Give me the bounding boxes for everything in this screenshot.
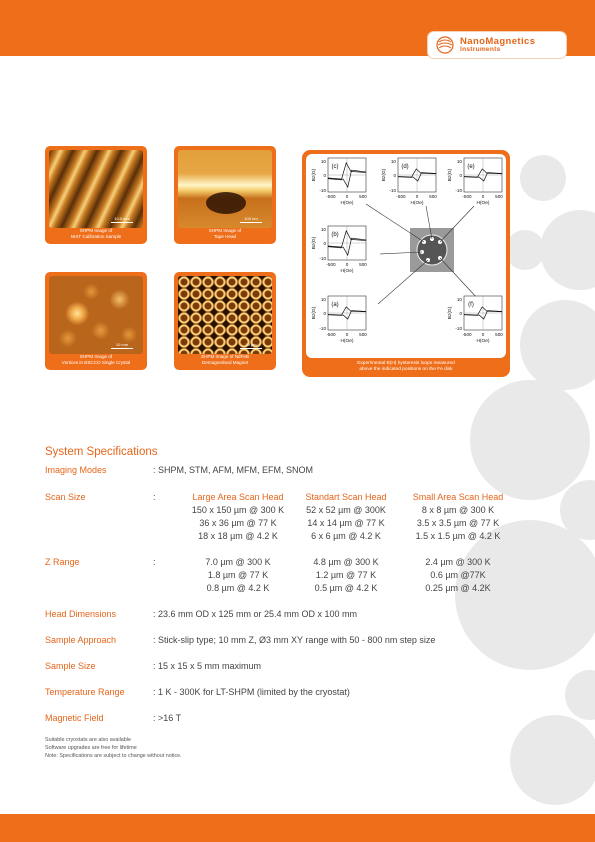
y-tick-label: -10: [389, 188, 396, 193]
colon: :: [153, 492, 156, 502]
imaging-modes-label: Imaging Modes: [45, 465, 107, 475]
x-tick-label: -500: [462, 194, 472, 199]
scan-col-large: Large Area Scan Head 150 x 150 µm @ 300 K 36 x 36 µm @ 77 K 18 x 18 µm @ 4.2 K: [191, 492, 285, 541]
hysteresis-plot: [311, 158, 367, 206]
hysteresis-plot: [447, 158, 503, 206]
x-tick-label: 0: [415, 194, 419, 199]
footnote: Note: Specifications are subject to change without notice.: [45, 753, 182, 759]
y-axis-label: Bz(G): [382, 168, 387, 182]
scan-col-standard: Standart Scan Head 52 x 52 µm @ 300K 14 x 14 µm @ 77 K 6 x 6 µm @ 4.2 K: [305, 492, 387, 541]
sample-approach-value: : Stick-slip type; 10 mm Z, Ø3 mm XY range with 50 - 800 nm step size: [153, 635, 436, 645]
y-tick-label: 10: [320, 159, 326, 164]
y-tick-label: 0: [393, 173, 396, 178]
sample-approach-label: Sample Approach: [45, 635, 117, 645]
vortices-image: [49, 276, 143, 354]
nist-calibration-image: [49, 150, 143, 228]
z-col-large: 7.0 µm @ 300 K 1.8 µm @ 77 K 0.8 µm @ 4.2 K: [205, 557, 271, 593]
plot-label: (d): [401, 164, 409, 170]
x-tick-label: -500: [326, 332, 336, 337]
hysteresis-figure: [306, 154, 506, 358]
y-tick-label: -10: [319, 256, 326, 261]
x-tick-label: 500: [359, 332, 367, 337]
x-tick-label: -500: [326, 262, 336, 267]
x-tick-label: 500: [429, 194, 437, 199]
sample-size-value: : 15 x 15 x 5 mm maximum: [153, 661, 262, 671]
y-tick-label: 10: [320, 297, 326, 302]
x-tick-label: 500: [495, 332, 503, 337]
y-tick-label: 10: [390, 159, 396, 164]
plot-label: (b): [331, 232, 339, 238]
head-dimensions-value: : 23.6 mm OD x 125 mm or 25.4 mm OD x 100 mm: [153, 609, 358, 619]
image-tile-nist: [45, 146, 147, 244]
y-tick-label: -10: [319, 326, 326, 331]
y-axis-label: Bz(G): [312, 168, 317, 182]
footnote: Software upgrades are free for lifetime: [45, 745, 137, 751]
scale-bar: 10 µm: [240, 342, 262, 349]
image-tile-vortices: [45, 272, 147, 370]
temperature-range-value: : 1 K - 300K for LT-SHPM (limited by the cryostat): [153, 687, 350, 697]
y-axis-label: Bz(G): [312, 236, 317, 250]
colon: :: [153, 557, 156, 567]
x-axis-label: H(Oe): [340, 201, 354, 206]
scale-bar: 100 nm: [240, 216, 262, 223]
x-axis-label: H(Oe): [476, 339, 490, 344]
y-tick-label: 10: [456, 297, 462, 302]
y-tick-label: -10: [455, 326, 462, 331]
image-tile-tape-head: [174, 146, 276, 244]
x-tick-label: 500: [359, 194, 367, 199]
y-tick-label: 0: [459, 173, 462, 178]
x-tick-label: 500: [495, 194, 503, 199]
imaging-modes-value: : SHPM, STM, AFM, MFM, EFM, SNOM: [153, 465, 313, 475]
magnetic-field-label: Magnetic Field: [45, 713, 104, 723]
y-axis-label: Bz(G): [448, 306, 453, 320]
x-tick-label: 0: [345, 262, 349, 267]
z-col-standard: 4.8 µm @ 300 K 1.2 µm @ 77 K 0.5 µm @ 4.2 K: [313, 557, 379, 593]
x-tick-label: 0: [481, 194, 485, 199]
y-tick-label: 10: [456, 159, 462, 164]
z-col-small: 2.4 µm @ 300 K 0.6 µm @77K 0.25 µm @ 4.2K: [425, 557, 491, 593]
hysteresis-svg: [306, 154, 506, 358]
tape-head-image: [178, 150, 272, 228]
x-axis-label: H(Oe): [340, 269, 354, 274]
image-caption: SHPM Image of NdFeB Demagnetised Magnet: [201, 354, 249, 365]
x-tick-label: 500: [359, 262, 367, 267]
sample-size-label: Sample Size: [45, 661, 96, 671]
bottom-band: [0, 814, 595, 842]
scale-bar: 10.0 mm: [111, 216, 133, 223]
head-dimensions-label: Head Dimensions: [45, 609, 117, 619]
z-range-label: Z Range: [45, 557, 80, 567]
hysteresis-plot: [311, 226, 367, 274]
section-title: System Specifications: [45, 446, 158, 458]
brand-name: NanoMagnetics: [460, 36, 536, 47]
x-axis-label: H(Oe): [340, 339, 354, 344]
y-tick-label: -10: [319, 188, 326, 193]
x-tick-label: 0: [481, 332, 485, 337]
magnetic-field-value: : >16 T: [153, 713, 182, 723]
ndfeb-magnet-image: [178, 276, 272, 354]
hysteresis-plot: [447, 296, 503, 344]
image-caption: SHPM Image of NIST Calibration Sample: [70, 228, 122, 239]
logo-icon: [436, 36, 454, 54]
plot-label: (e): [467, 164, 475, 170]
plot-label: (f): [468, 302, 474, 308]
hysteresis-plot: [381, 158, 437, 206]
brand-subtitle: Instruments: [460, 46, 501, 53]
image-caption: SHPM Image of Vortices in BSCCO Single Crystal: [61, 354, 131, 365]
x-axis-label: H(Oe): [410, 201, 424, 206]
hysteresis-panel: [302, 150, 510, 377]
x-tick-label: -500: [462, 332, 472, 337]
y-axis-label: Bz(G): [448, 168, 453, 182]
plot-label: (c): [331, 164, 339, 170]
y-tick-label: 10: [320, 227, 326, 232]
scale-bar: 10 mm: [111, 342, 133, 349]
brand-logo: [428, 32, 566, 58]
scan-col-small: Small Area Scan Head 8 x 8 µm @ 300 K 3.5 x 3.5 µm @ 77 K 1.5 x 1.5 µm @ 4.2 K: [412, 492, 504, 541]
x-tick-label: 0: [345, 332, 349, 337]
footnote: Suitable cryostats are also available: [45, 737, 131, 743]
x-tick-label: -500: [326, 194, 336, 199]
x-tick-label: -500: [396, 194, 406, 199]
plot-label: (a): [331, 302, 339, 308]
hysteresis-plots: [311, 158, 503, 344]
scan-size-label: Scan Size: [45, 492, 86, 502]
hysteresis-plot: [311, 296, 367, 344]
y-tick-label: 0: [459, 311, 462, 316]
image-caption: SHPM Image of Tape Head: [208, 228, 242, 239]
x-axis-label: H(Oe): [476, 201, 490, 206]
y-tick-label: 0: [323, 173, 326, 178]
y-tick-label: -10: [455, 188, 462, 193]
y-tick-label: 0: [323, 241, 326, 246]
x-tick-label: 0: [345, 194, 349, 199]
hysteresis-caption: Experimental B(H) hysteresis loops measured above the indicated positions on the Fe disk: [357, 361, 455, 372]
image-tile-ndfeb: [174, 272, 276, 370]
temperature-range-label: Temperature Range: [45, 687, 125, 697]
y-tick-label: 0: [323, 311, 326, 316]
y-axis-label: Bz(G): [312, 306, 317, 320]
